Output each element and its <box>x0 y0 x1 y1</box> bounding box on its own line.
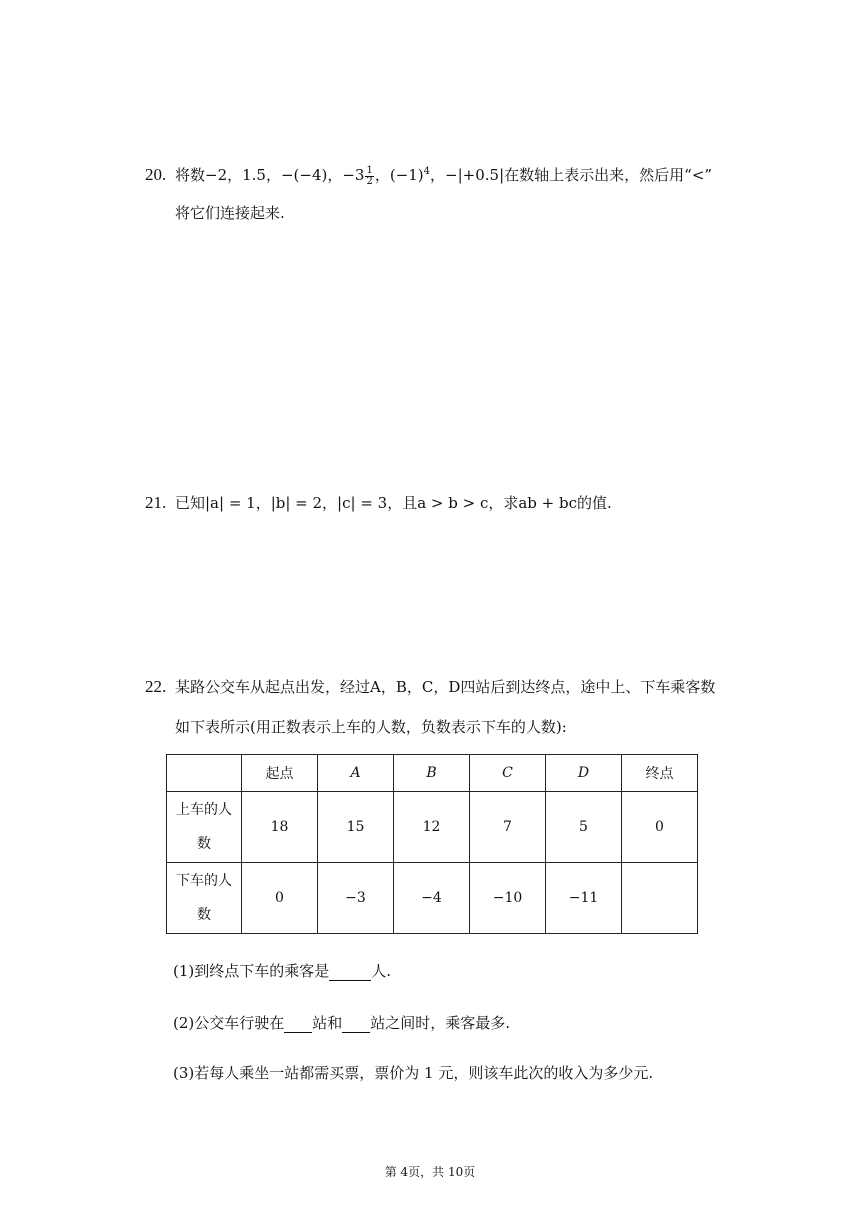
answer-blank <box>329 962 371 981</box>
answer-blank <box>342 1014 370 1033</box>
table-cell: 18 <box>242 792 318 863</box>
sub-question-1: (1)到终点下车的乘客是 人. <box>173 962 392 980</box>
question-text: ，−|+0.5|在数轴上表示出来，然后用“<” <box>430 166 713 184</box>
table-cell: −11 <box>546 863 622 934</box>
table-cell: 7 <box>470 792 546 863</box>
row-label: 上车的人 数 <box>167 792 242 863</box>
table-cell: 0 <box>242 863 318 934</box>
fraction-denominator: 2 <box>366 175 373 187</box>
table-row <box>167 792 698 863</box>
table-cell: 0 <box>622 792 698 863</box>
question-text: 将数−2，1.5，−(−4)，−3 <box>175 166 365 184</box>
question-number: 20. <box>145 165 167 184</box>
question-text: 已知|a| = 1，|b| = 2，|c| = 3，且a > b > c，求ab + bc的值. <box>175 494 612 512</box>
table-header-cell: A <box>318 755 394 792</box>
table-cell: 5 <box>546 792 622 863</box>
table-header-cell: 起点 <box>242 755 318 792</box>
sub-question-3: (3)若每人乘坐一站都需买票，票价为 1 元，则该车此次的收入为多少元. <box>173 1064 654 1082</box>
fraction-numerator: 1 <box>366 164 373 176</box>
passenger-table <box>166 754 698 934</box>
table-cell <box>622 863 698 934</box>
table-header-cell: C <box>470 755 546 792</box>
table-cell: 15 <box>318 792 394 863</box>
fraction <box>365 166 373 187</box>
question-text: ，(−1) <box>374 166 424 184</box>
exponent: 4 <box>423 166 431 177</box>
question-20 <box>145 161 712 187</box>
table-header-row <box>167 755 698 792</box>
page-footer: 第 4页，共 10页 <box>384 1165 476 1179</box>
table-header-cell: D <box>546 755 622 792</box>
question-22 <box>145 676 715 698</box>
sub-question-2: (2)公交车行驶在 站和 站之间时，乘客最多. <box>173 1014 511 1032</box>
table-cell: 12 <box>394 792 470 863</box>
table-header-cell <box>167 755 242 792</box>
table-cell: −10 <box>470 863 546 934</box>
question-21 <box>145 492 612 514</box>
question-number: 22. <box>145 677 167 696</box>
table-header-cell: 终点 <box>622 755 698 792</box>
question-text: 某路公交车从起点出发，经过A，B，C，D四站后到达终点，途中上、下车乘客数 <box>175 678 716 696</box>
table-row <box>167 863 698 934</box>
answer-blank <box>284 1014 312 1033</box>
question-22-line2: 如下表所示(用正数表示上车的人数，负数表示下车的人数): <box>175 718 567 736</box>
table-cell: −4 <box>394 863 470 934</box>
question-number: 21. <box>145 493 167 512</box>
table-cell: −3 <box>318 863 394 934</box>
table-header-cell: B <box>394 755 470 792</box>
question-20-line2: 将它们连接起来. <box>175 204 285 222</box>
row-label: 下车的人 数 <box>167 863 242 934</box>
